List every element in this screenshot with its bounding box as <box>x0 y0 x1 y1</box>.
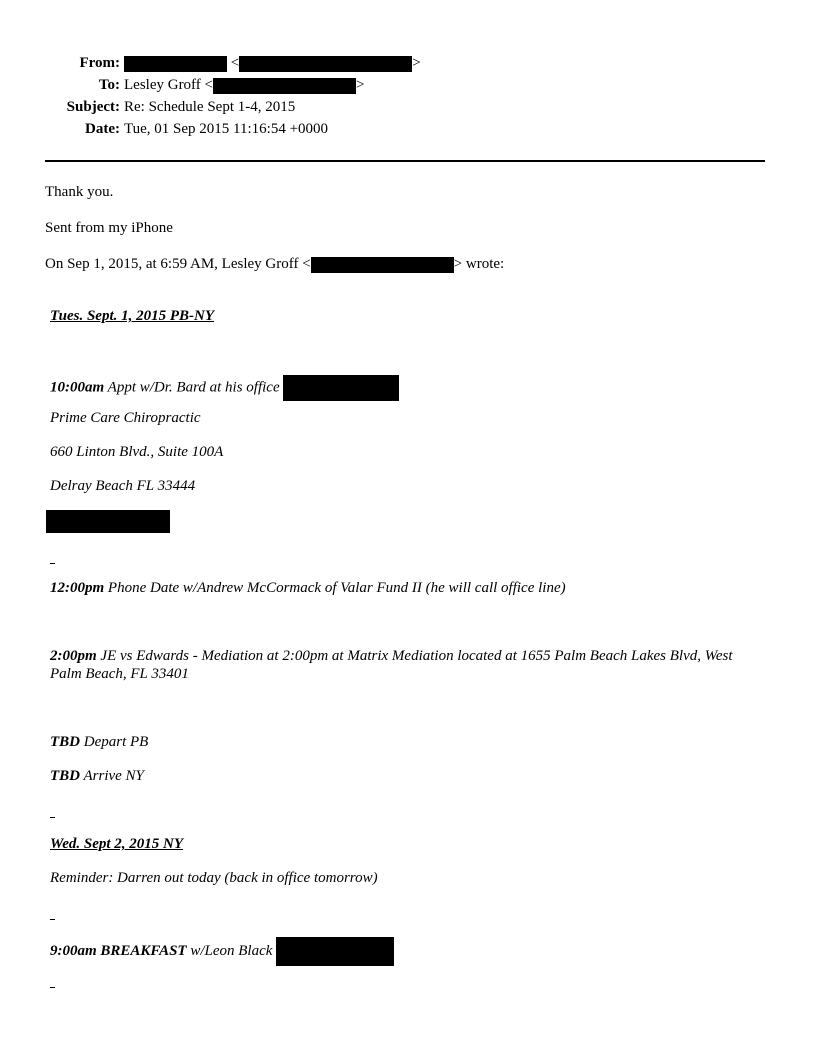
to-label: To: <box>98 77 120 93</box>
sent-from-text: Sent from my iPhone <box>45 220 173 236</box>
redacted-block <box>124 56 227 72</box>
separator-dash <box>50 919 55 920</box>
day1-event1: 10:00am Appt w/Dr. Bard at his office <box>50 375 399 401</box>
day1-event1-line4: Delray Beach FL 33444 <box>50 478 196 494</box>
day1-event5: TBD Arrive NY <box>50 768 144 784</box>
day1-event1-line2: Prime Care Chiropractic <box>50 410 201 426</box>
day2-heading: Wed. Sept 2, 2015 NY <box>50 836 184 852</box>
date-label: Date: <box>85 121 120 137</box>
separator-dash <box>50 817 55 818</box>
redacted-block <box>213 78 356 94</box>
separator-dash <box>50 563 55 564</box>
to-value: Lesley Groff < > <box>124 77 365 93</box>
day1-heading: Tues. Sept. 1, 2015 PB-NY <box>50 308 215 324</box>
to-name: Lesley Groff <box>124 77 201 93</box>
date-value: Tue, 01 Sep 2015 11:16:54 +0000 <box>124 121 329 137</box>
redacted-block <box>311 257 454 273</box>
separator-dash <box>50 987 55 988</box>
header-divider <box>45 160 765 162</box>
from-value: < > <box>124 53 421 73</box>
quote-intro: On Sep 1, 2015, at 6:59 AM, Lesley Groff < > wrote: <box>45 256 505 272</box>
redacted-block <box>283 375 399 401</box>
day2-reminder: Reminder: Darren out today (back in office tomorrow) <box>50 870 378 886</box>
day1-event3: 2:00pm JE vs Edwards - Mediation at 2:00pm at Matrix Mediation located at 1655 Palm Beach Lakes Blvd, West Palm Beach, FL 33401 <box>50 648 733 682</box>
day1-event1-line3: 660 Linton Blvd., Suite 100A <box>50 444 224 460</box>
day1-event2: 12:00pm Phone Date w/Andrew McCormack of Valar Fund II (he will call office line) <box>50 580 566 596</box>
from-label: From: <box>79 55 120 71</box>
thanks-text: Thank you. <box>45 184 114 200</box>
redacted-block <box>239 56 412 72</box>
day2-event1: 9:00am BREAKFAST w/Leon Black <box>50 937 394 966</box>
day1-event4: TBD Depart PB <box>50 734 149 750</box>
redacted-block <box>276 937 394 966</box>
subject-label: Subject: <box>66 99 120 115</box>
redacted-block <box>46 510 170 533</box>
subject-value: Re: Schedule Sept 1-4, 2015 <box>124 99 296 115</box>
